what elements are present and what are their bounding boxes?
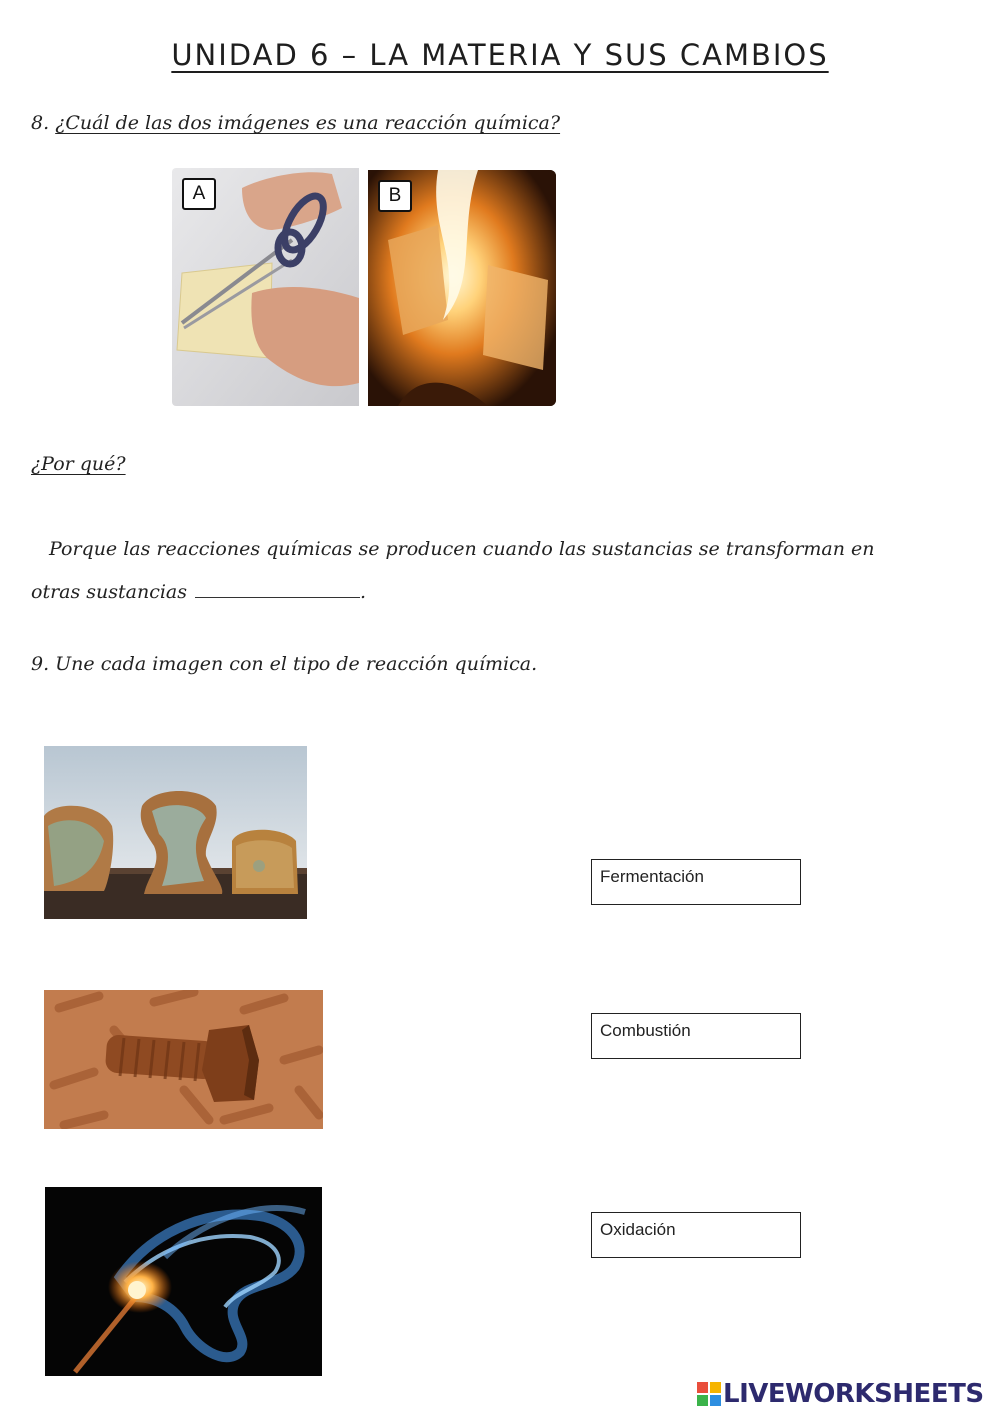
moldy-bread-photo[interactable] — [44, 746, 307, 919]
answer-option-label: Oxidación — [600, 1220, 676, 1239]
question-8-number: 8. — [31, 112, 50, 134]
liveworksheets-logo-text: LIVEWORKSHEETS — [723, 1379, 984, 1409]
answer-line-2-suffix: . — [360, 581, 367, 603]
question-9: 9. Une cada imagen con el tipo de reacción química. — [31, 653, 538, 675]
page-title: UNIDAD 6 – LA MATERIA Y SUS CAMBIOS — [171, 38, 829, 72]
answer-option-fermentation[interactable] — [591, 859, 801, 905]
answer-option-label: Combustión — [600, 1021, 691, 1040]
rusty-bolt-image — [44, 990, 323, 1129]
question-8 — [31, 112, 560, 134]
rusty-bolt-photo[interactable] — [44, 990, 323, 1129]
answer-line-2 — [31, 581, 366, 603]
answer-option-oxidation[interactable] — [591, 1212, 801, 1258]
moldy-bread-image — [44, 746, 307, 919]
why-label: ¿Por qué? — [31, 453, 126, 475]
fill-in-blank[interactable] — [195, 581, 360, 598]
question-8-text: ¿Cuál de las dos imágenes es una reacción química? — [55, 112, 561, 134]
option-a-tag: A — [182, 178, 216, 210]
liveworksheets-logo — [697, 1378, 984, 1410]
option-b-tag: B — [378, 180, 412, 212]
burning-match-image — [45, 1187, 322, 1376]
answer-option-label: Fermentación — [600, 867, 704, 886]
burning-match-photo[interactable] — [45, 1187, 322, 1376]
answer-option-combustion[interactable] — [591, 1013, 801, 1059]
photo-option-a — [172, 168, 359, 406]
answer-line-2-prefix: otras sustancias — [31, 581, 188, 603]
photo-option-b — [368, 170, 556, 406]
answer-line-1: Porque las reacciones químicas se producen cuando las sustancias se transforman en — [49, 538, 875, 560]
liveworksheets-logo-icon — [697, 1382, 721, 1406]
